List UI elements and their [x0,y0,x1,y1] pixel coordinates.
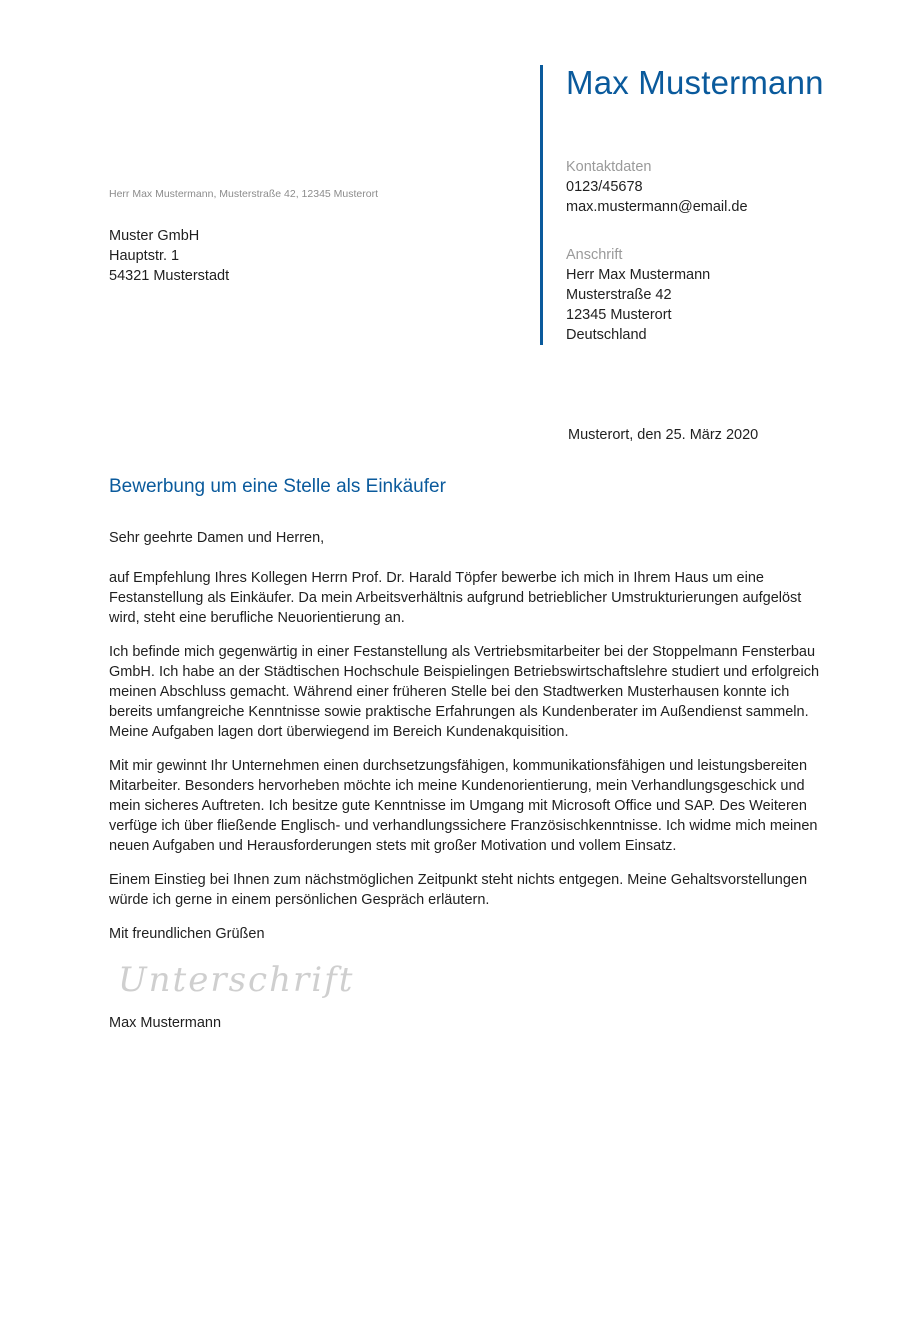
letter-body [109,528,831,958]
salutation: Sehr geehrte Damen und Herren, [109,530,325,546]
address-line: Musterstraße 42 [566,287,672,303]
signer-name: Max Mustermann [109,1015,222,1031]
recipient-line: Hauptstr. 1 [109,248,180,264]
letter-date: Musterort, den 25. März 2020 [568,427,759,443]
body-paragraph: Mit mir gewinnt Ihr Unternehmen einen durchsetzungsfähigen, kommunikationsfähigen und leistungsbereiten Mitarbeiter. Besonders hervorheben möchte ich meine Kundenorientierung, mein Verhandlungsgeschick und mein sicheres Auftreten. Ich besitze gute Kenntnisse im Umgang mit Microsoft Office und SAP. Des Weiteren verfüge ich über fließende Englisch- und verhandlungssichere Französischkenntnisse. Ich widme mich meinen neuen Aufgaben und Herausforderungen stets mit großer Motivation und vollem Einsatz. [109,758,818,854]
address-line: Herr Max Mustermann [566,267,711,283]
contact-block [566,157,748,217]
contact-phone: 0123/45678 [566,179,643,195]
address-line: 12345 Musterort [566,307,672,323]
body-paragraph: Ich befinde mich gegenwärtig in einer Festanstellung als Vertriebsmitarbeiter bei der Stoppelmann Fensterbau GmbH. Ich habe an der Städtischen Hochschule Beispielingen Betriebswirtschaftslehre studiert und erfolgreich meinen Abschluss gemacht. Während einer früheren Stelle bei den Stadtwerken Musterhausen konnte ich bereits umfangreiche Kenntnisse sowie praktische Erfahrungen als Kundenberater im Außendienst sammeln. Meine Aufgaben lagen dort überwiegend im Bereich Kundenakquisition. [109,644,820,740]
address-label: Anschrift [566,247,623,263]
signature-placeholder: Unterschrift [118,960,355,1000]
recipient-address [109,226,229,286]
body-paragraph: auf Empfehlung Ihres Kollegen Herrn Prof. Dr. Harald Töpfer bewerbe ich mich in Ihrem Haus um eine Festanstellung als Einkäufer. Da mein Arbeitsverhältnis aufgrund betrieblicher Umstrukturierungen aufgelöst wird, steht eine berufliche Neuorientierung an. [109,570,802,626]
sender-name: Max Mustermann [566,64,824,101]
contact-label: Kontaktdaten [566,159,652,175]
recipient-line: 54321 Musterstadt [109,268,230,284]
address-line: Deutschland [566,327,647,343]
sidebar-accent-rule [540,65,543,345]
body-paragraph: Einem Einstieg bei Ihnen zum nächstmöglichen Zeitpunkt steht nichts entgegen. Meine Gehaltsvorstellungen würde ich gerne in einem persönlichen Gespräch erläutern. [109,872,808,908]
return-address-line: Herr Max Mustermann, Musterstraße 42, 12345 Musterort [109,188,379,200]
contact-email: max.mustermann@email.de [566,199,748,215]
letter-subject: Bewerbung um eine Stelle als Einkäufer [109,476,446,497]
closing: Mit freundlichen Grüßen [109,926,265,942]
address-block [566,245,710,345]
recipient-line: Muster GmbH [109,228,200,244]
